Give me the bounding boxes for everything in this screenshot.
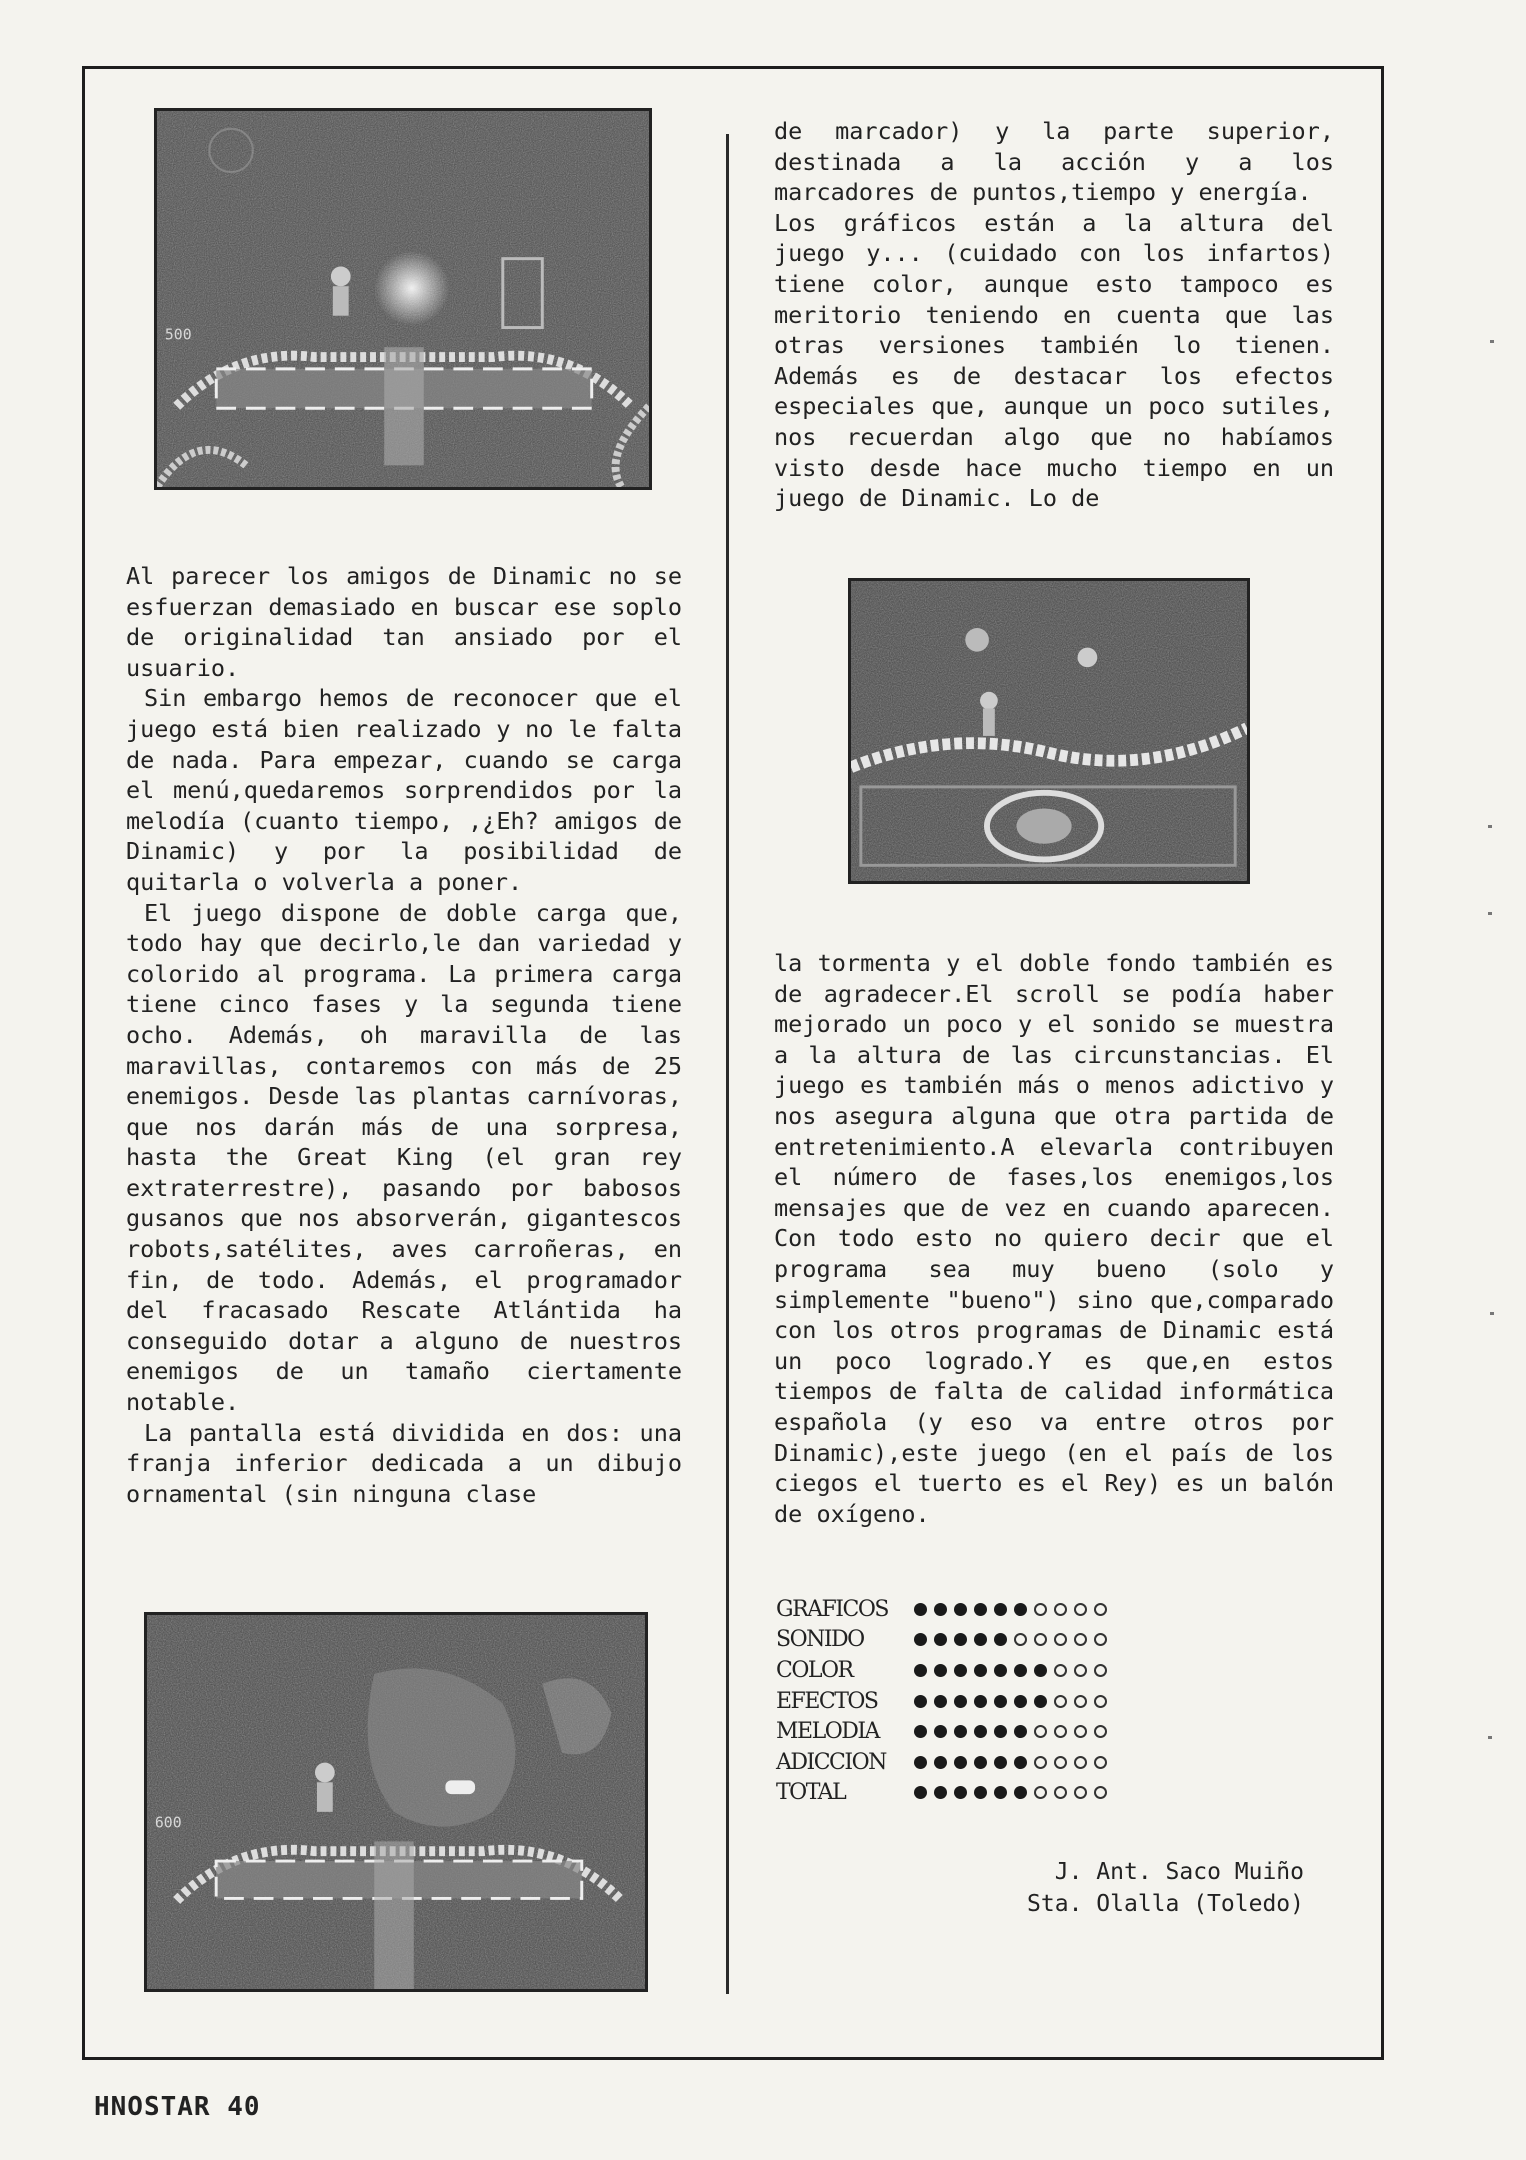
rating-dots (914, 1664, 1107, 1677)
rating-dots (914, 1756, 1107, 1769)
filled-dot (954, 1786, 967, 1799)
filled-dot (1014, 1786, 1027, 1799)
rating-dots (914, 1695, 1107, 1708)
filled-dot (934, 1756, 947, 1769)
rating-row (776, 1747, 1107, 1778)
empty-dot (1054, 1725, 1067, 1738)
empty-dot (1094, 1664, 1107, 1677)
paragraph: Los gráficos están a la altura del juego y... (cuidado con los infartos) tiene color, aunque esto tampoco es meritorio teniendo en cuenta que las otras versiones también lo tienen. Además es de destacar los efectos especiales que, aunque un poco sutiles, nos recuerdan algo que no habíamos visto desde hace mucho tiempo en un juego de Dinamic. Lo de (774, 208, 1334, 513)
filled-dot (1014, 1664, 1027, 1677)
game-screenshot-2 (144, 1612, 648, 1992)
rating-label: COLOR (776, 1657, 853, 1683)
rating-label: TOTAL (776, 1780, 846, 1806)
empty-dot (1034, 1756, 1047, 1769)
ratings-table (776, 1594, 1107, 1808)
filled-dot (914, 1603, 927, 1616)
empty-dot (1034, 1633, 1047, 1646)
column-divider (726, 134, 729, 1994)
paragraph: Al parecer los amigos de Dinamic no se esfuerzan demasiado en buscar ese soplo de originalidad tan ansiado por el usuario. (126, 562, 682, 682)
left-column-text (126, 561, 682, 1509)
rating-row (776, 1655, 1107, 1686)
rating-row (776, 1686, 1107, 1717)
filled-dot (1014, 1725, 1027, 1738)
filled-dot (954, 1633, 967, 1646)
filled-dot (1014, 1695, 1027, 1708)
empty-dot (1094, 1756, 1107, 1769)
scan-speck (1488, 912, 1492, 915)
filled-dot (954, 1603, 967, 1616)
filled-dot (994, 1603, 1007, 1616)
filled-dot (954, 1695, 967, 1708)
filled-dot (954, 1725, 967, 1738)
empty-dot (1074, 1664, 1087, 1677)
author-signature (960, 1856, 1304, 1920)
empty-dot (1054, 1695, 1067, 1708)
empty-dot (1094, 1603, 1107, 1616)
filled-dot (1034, 1695, 1047, 1708)
rating-label: GRAFICOS (776, 1596, 888, 1622)
filled-dot (914, 1786, 927, 1799)
filled-dot (994, 1786, 1007, 1799)
filled-dot (934, 1633, 947, 1646)
right-column-text-bottom (774, 948, 1334, 1529)
filled-dot (914, 1756, 927, 1769)
filled-dot (934, 1695, 947, 1708)
filled-dot (914, 1633, 927, 1646)
filled-dot (994, 1756, 1007, 1769)
empty-dot (1094, 1695, 1107, 1708)
filled-dot (994, 1695, 1007, 1708)
filled-dot (974, 1633, 987, 1646)
rating-row (776, 1716, 1107, 1747)
empty-dot (1074, 1786, 1087, 1799)
rating-dots (914, 1786, 1107, 1799)
score-readout: 500 (164, 326, 192, 344)
paragraph: de marcador) y la parte superior, destinada a la acción y a los marcadores de puntos,tiempo y energía. (774, 117, 1334, 207)
score-readout: 600 (154, 1814, 182, 1832)
empty-dot (1074, 1603, 1087, 1616)
empty-dot (1054, 1756, 1067, 1769)
empty-dot (1054, 1603, 1067, 1616)
scan-speck (1490, 340, 1494, 343)
paragraph: La pantalla está dividida en dos: una franja inferior dedicada a un dibujo ornamental (sin ninguna clase (126, 1418, 682, 1508)
filled-dot (974, 1664, 987, 1677)
scan-speck (1488, 1736, 1492, 1739)
game-screenshot-3 (848, 578, 1250, 884)
scan-speck (1488, 825, 1492, 828)
empty-dot (1054, 1786, 1067, 1799)
paragraph: la tormenta y el doble fondo también es de agradecer.El scroll se podía haber mejorado un poco y el sonido se muestra a la altura de las circunstancias. El juego es también más o menos adictivo y nos asegura alguna que otra partida de entretenimiento.A elevarla contribuyen el número de fases,los enemigos,los mensajes que de vez en cuando aparecen. Con todo esto no quiero decir que el programa sea muy bueno (solo y simplemente "bueno") sino que,comparado con los otros programas de Dinamic está un poco logrado.Y es que,en estos tiempos de falta de calidad informática española (y eso va entre otros por Dinamic),este juego (en el país de los ciegos el tuerto es el Rey) es un balón de oxígeno. (774, 949, 1334, 1528)
author-name: J. Ant. Saco Muiño (1054, 1859, 1304, 1885)
right-column-text-top (774, 116, 1334, 514)
empty-dot (1054, 1633, 1067, 1646)
filled-dot (1014, 1603, 1027, 1616)
empty-dot (1074, 1756, 1087, 1769)
rating-label: SONIDO (776, 1627, 864, 1653)
game-screenshot-1 (154, 108, 652, 490)
rating-label: ADICCION (776, 1749, 886, 1775)
filled-dot (994, 1725, 1007, 1738)
filled-dot (934, 1786, 947, 1799)
rating-row (776, 1594, 1107, 1625)
author-location: Sta. Olalla (Toledo) (1027, 1891, 1304, 1917)
scan-speck (1490, 1312, 1494, 1315)
filled-dot (974, 1786, 987, 1799)
empty-dot (1034, 1725, 1047, 1738)
page-footer: HNOSTAR 40 (94, 2092, 261, 2122)
empty-dot (1094, 1725, 1107, 1738)
rating-label: EFECTOS (776, 1688, 878, 1714)
paragraph: El juego dispone de doble carga que, todo hay que decirlo,le dan variedad y colorido al programa. La primera carga tiene cinco fases y la segunda tiene ocho. Además, oh maravilla de las maravillas, contaremos con más de 25 enemigos. Desde las plantas carnívoras, que nos darán más de una sorpresa, hasta the Great King (el gran rey extraterrestre), pasando por babosos gusanos que nos absorverán, gigantescos robots,satélites, aves carroñeras, en fin, de todo. Además, el programador del fracasado Rescate Atlántida ha conseguido dotar a alguno de nuestros enemigos de un tamaño ciertamente notable. (126, 898, 682, 1417)
paragraph: Sin embargo hemos de reconocer que el juego está bien realizado y no le falta de nada. Para empezar, cuando se carga el menú,quedaremos sorprendidos por la melodía (cuanto tiempo, ,¿Eh? amigos de Dinamic) y por la posibilidad de quitarla o volverla a poner. (126, 684, 682, 896)
filled-dot (994, 1664, 1007, 1677)
empty-dot (1074, 1633, 1087, 1646)
filled-dot (1014, 1756, 1027, 1769)
filled-dot (974, 1603, 987, 1616)
empty-dot (1034, 1603, 1047, 1616)
filled-dot (914, 1725, 927, 1738)
rating-row (776, 1778, 1107, 1809)
empty-dot (1074, 1725, 1087, 1738)
filled-dot (994, 1633, 1007, 1646)
rating-row (776, 1625, 1107, 1656)
filled-dot (914, 1664, 927, 1677)
filled-dot (954, 1664, 967, 1677)
filled-dot (974, 1725, 987, 1738)
filled-dot (974, 1695, 987, 1708)
empty-dot (1054, 1664, 1067, 1677)
empty-dot (1094, 1633, 1107, 1646)
filled-dot (934, 1725, 947, 1738)
rating-label: MELODIA (776, 1719, 879, 1745)
rating-dots (914, 1603, 1107, 1616)
rating-dots (914, 1725, 1107, 1738)
empty-dot (1034, 1786, 1047, 1799)
filled-dot (914, 1695, 927, 1708)
filled-dot (934, 1603, 947, 1616)
filled-dot (974, 1756, 987, 1769)
filled-dot (1034, 1664, 1047, 1677)
empty-dot (1094, 1786, 1107, 1799)
rating-dots (914, 1633, 1107, 1646)
filled-dot (934, 1664, 947, 1677)
filled-dot (954, 1756, 967, 1769)
empty-dot (1074, 1695, 1087, 1708)
empty-dot (1014, 1633, 1027, 1646)
